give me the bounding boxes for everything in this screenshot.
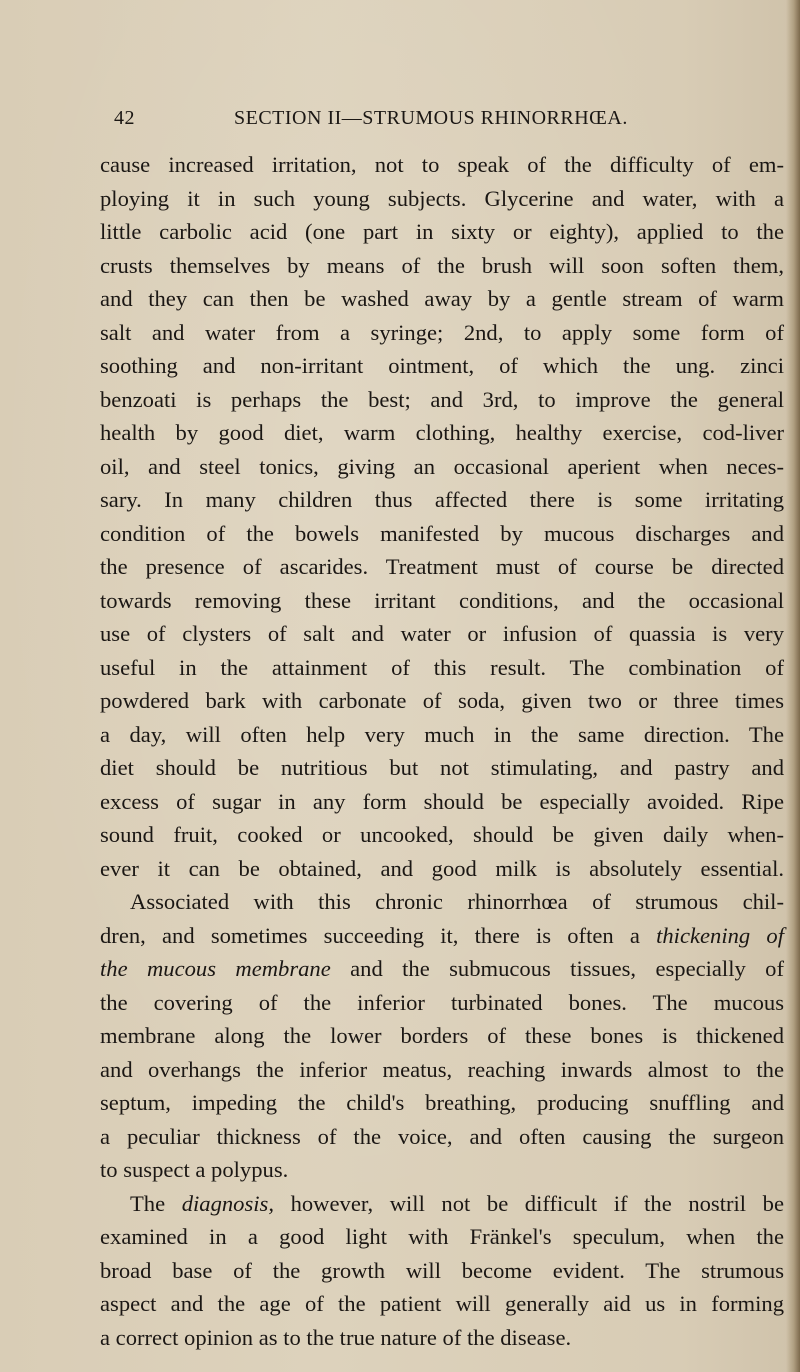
text-line: examined in a good light with Fränkel's speculum, when the — [100, 1224, 784, 1249]
text-line: a correct opinion as to the true nature of the disease. — [100, 1324, 572, 1350]
text-line: benzoati is perhaps the best; and 3rd, to improve the general — [100, 386, 784, 412]
text-line: salt and water from a syringe; 2nd, to apply some form of — [100, 319, 784, 345]
paragraph-start-line: Associated with this chronic rhinorrhœa of strumous chil- — [130, 889, 784, 914]
italic-term: the mucous membrane — [100, 956, 331, 981]
text-line: the covering of the inferior turbinated bones. The mucous — [100, 989, 784, 1015]
text-line: ever it can be obtained, and good milk is absolutely essential. — [100, 855, 784, 881]
text-line: towards removing these irritant conditions, and the occasional — [100, 587, 784, 613]
text-line: cause increased irritation, not to speak of the difficulty of em- — [100, 152, 784, 177]
text-line: sary. In many children thus affected there is some irritating — [100, 487, 784, 512]
italic-term: thickening of — [656, 922, 784, 948]
text-line: oil, and steel tonics, giving an occasional aperient when neces- — [100, 453, 784, 479]
text-line: ploying it in such young subjects. Glycerine and water, with a — [100, 185, 784, 211]
text-line: aspect and the age of the patient will generally aid us in forming — [100, 1291, 784, 1316]
text-line: diet should be nutritious but not stimulating, and pastry and — [100, 755, 784, 780]
text-line: and overhangs the inferior meatus, reaching inwards almost to the — [100, 1056, 784, 1082]
page-header — [114, 101, 634, 135]
paragraph-start-line — [100, 1187, 784, 1221]
italic-term: diagnosis, — [181, 1190, 274, 1216]
text-fragment: dren, and sometimes succeeding it, there is often a — [100, 922, 657, 948]
text-line-with-italic — [100, 919, 784, 953]
text-line: septum, impeding the child's breathing, producing snuffling and — [100, 1090, 784, 1115]
text-line: soothing and non-irritant ointment, of which the ung. zinci — [100, 353, 784, 378]
text-line: a day, will often help very much in the same direction. The — [100, 721, 784, 747]
text-line: excess of sugar in any form should be especially avoided. Ripe — [100, 788, 784, 814]
page-number: 42 — [114, 107, 135, 129]
body-text — [100, 148, 784, 1354]
text-line: little carbolic acid (one part in sixty or eighty), applied to the — [100, 219, 784, 244]
text-line: useful in the attainment of this result. The combination of — [100, 654, 784, 680]
page-edge-shadow — [786, 0, 800, 1372]
text-line: the presence of ascarides. Treatment must of course be directed — [100, 554, 784, 579]
text-line: sound fruit, cooked or uncooked, should be given daily when- — [100, 822, 784, 847]
text-line: crusts themselves by means of the brush will soon soften them, — [100, 252, 784, 278]
text-line: broad base of the growth will become evident. The strumous — [100, 1257, 784, 1283]
text-line: powdered bark with carbonate of soda, given two or three times — [100, 688, 784, 713]
text-line: to suspect a polypus. — [100, 1157, 289, 1182]
text-fragment: The — [130, 1190, 182, 1216]
text-fragment: and the submucous tissues, especially of — [330, 956, 784, 981]
text-line: use of clysters of salt and water or infusion of quassia is very — [100, 621, 784, 646]
text-line: membrane along the lower borders of these bones is thickened — [100, 1023, 784, 1048]
text-fragment: however, will not be difficult if the nostril be — [274, 1190, 784, 1216]
running-head: SECTION II—STRUMOUS RHINORRHŒA. — [234, 107, 628, 129]
text-line: condition of the bowels manifested by mucous discharges and — [100, 520, 784, 546]
text-line: a peculiar thickness of the voice, and often causing the surgeon — [100, 1123, 784, 1149]
text-line: health by good diet, warm clothing, healthy exercise, cod-liver — [100, 420, 784, 445]
text-line: and they can then be washed away by a gentle stream of warm — [100, 286, 784, 311]
text-line-with-italic — [100, 952, 784, 986]
